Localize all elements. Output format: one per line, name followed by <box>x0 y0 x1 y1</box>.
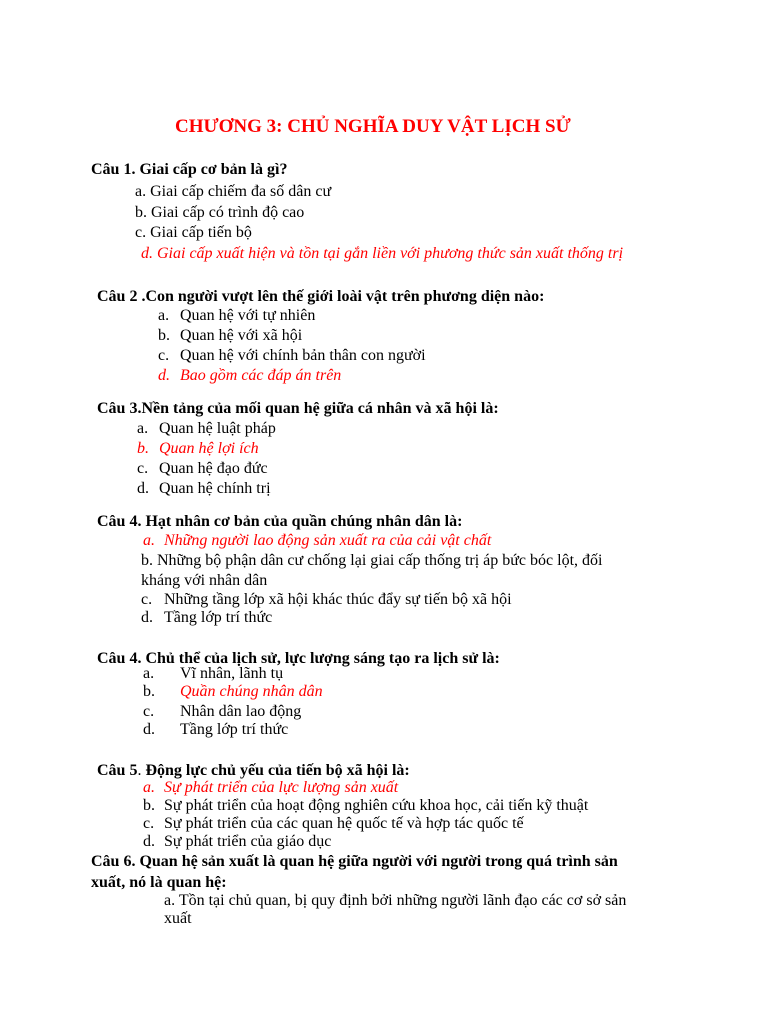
q4b-question: Câu 4. Chủ thể của lịch sử, lực lượng sáng tạo ra lịch sử là: <box>97 650 500 667</box>
q2-option-a-marker: a. <box>158 307 170 324</box>
q4b-option-c: Nhân dân lao động <box>180 703 302 720</box>
q4b-option-a-marker: a. <box>143 665 155 682</box>
q3-option-b-marker: b. <box>137 440 149 457</box>
q5-question-number: Câu 5 <box>97 762 138 779</box>
q1-option-c: c. Giai cấp tiến bộ <box>135 224 252 241</box>
q5-option-d-marker: d. <box>143 833 155 850</box>
q5-question-separator: . <box>137 762 146 779</box>
q1-option-a: a. Giai cấp chiếm đa số dân cư <box>135 183 332 200</box>
q4-option-b-line1: b. Những bộ phận dân cư chống lại giai cấp thống trị áp bức bóc lột, đối <box>141 552 603 569</box>
q1-option-b: b. Giai cấp có trình độ cao <box>135 204 305 221</box>
q4-option-a-answer: Những người lao động sản xuất ra của cải vật chất <box>164 532 492 549</box>
q3-option-c-marker: c. <box>137 460 149 477</box>
q3-option-b-answer: Quan hệ lợi ích <box>159 440 259 457</box>
q4b-option-d: Tầng lớp trí thức <box>180 721 289 738</box>
q4-option-b-line2: kháng với nhân dân <box>141 572 268 589</box>
q4-option-d-marker: d. <box>141 609 153 626</box>
q4b-option-b-marker: b. <box>143 683 155 700</box>
q3-option-d-marker: d. <box>137 480 149 497</box>
q5-option-a-answer: Sự phát triển của lực lượng sản xuất <box>164 779 399 796</box>
q4-option-c-marker: c. <box>141 591 153 608</box>
q2-option-b-marker: b. <box>158 327 170 344</box>
q3-option-c: Quan hệ đạo đức <box>159 460 268 477</box>
q3-question: Câu 3.Nền tảng của mối quan hệ giữa cá nhân và xã hội là: <box>97 400 499 417</box>
q4b-option-d-marker: d. <box>143 721 155 738</box>
q4b-option-a: Vĩ nhân, lãnh tụ <box>180 665 284 682</box>
q4-option-d: Tầng lớp trí thức <box>164 609 273 626</box>
q3-option-a: Quan hệ luật pháp <box>159 420 276 437</box>
q3-option-d: Quan hệ chính trị <box>159 480 271 497</box>
q6-question-line1: Câu 6. Quan hệ sản xuất là quan hệ giữa người với người trong quá trình sản <box>91 853 618 870</box>
q4-option-c: Những tầng lớp xã hội khác thúc đẩy sự tiến bộ xã hội <box>164 591 512 608</box>
q2-option-d-marker: d. <box>158 367 170 384</box>
q4-option-a-marker: a. <box>143 532 155 549</box>
q6-option-a-line1: a. Tồn tại chủ quan, bị quy định bởi những người lãnh đạo các cơ sở sản <box>164 892 627 909</box>
q2-option-c: Quan hệ với chính bản thân con người <box>180 347 426 364</box>
q5-question-text: Động lực chủ yếu của tiến bộ xã hội là: <box>145 762 410 779</box>
q4-question: Câu 4. Hạt nhân cơ bản của quần chúng nhân dân là: <box>97 513 463 530</box>
q2-option-a: Quan hệ với tự nhiên <box>180 307 316 324</box>
q5-option-b: Sự phát triển của hoạt động nghiên cứu khoa học, cải tiến kỹ thuật <box>164 797 589 814</box>
q5-option-d: Sự phát triển của giáo dục <box>164 833 332 850</box>
q1-option-d-answer: d. Giai cấp xuất hiện và tồn tại gắn liền với phương thức sản xuất thống trị <box>141 245 624 262</box>
q3-option-a-marker: a. <box>137 420 149 437</box>
q5-option-c: Sự phát triển của các quan hệ quốc tế và hợp tác quốc tế <box>164 815 524 832</box>
page-title: CHƯƠNG 3: CHỦ NGHĨA DUY VẬT LỊCH SỬ <box>175 116 571 137</box>
q2-question: Câu 2 .Con người vượt lên thế giới loài vật trên phương diện nào: <box>97 288 545 305</box>
q2-option-c-marker: c. <box>158 347 170 364</box>
q4b-option-c-marker: c. <box>143 703 155 720</box>
q1-question: Câu 1. Giai cấp cơ bản là gì? <box>91 161 288 178</box>
q2-option-b: Quan hệ với xã hội <box>180 327 303 344</box>
q5-option-b-marker: b. <box>143 797 155 814</box>
q5-option-a-marker: a. <box>143 779 155 796</box>
q6-option-a-line2: xuất <box>164 910 192 927</box>
q4b-option-b-answer: Quần chúng nhân dân <box>180 683 323 700</box>
q6-question-line2: xuất, nó là quan hệ: <box>91 874 227 891</box>
q5-option-c-marker: c. <box>143 815 155 832</box>
q2-option-d-answer: Bao gồm các đáp án trên <box>180 367 342 384</box>
